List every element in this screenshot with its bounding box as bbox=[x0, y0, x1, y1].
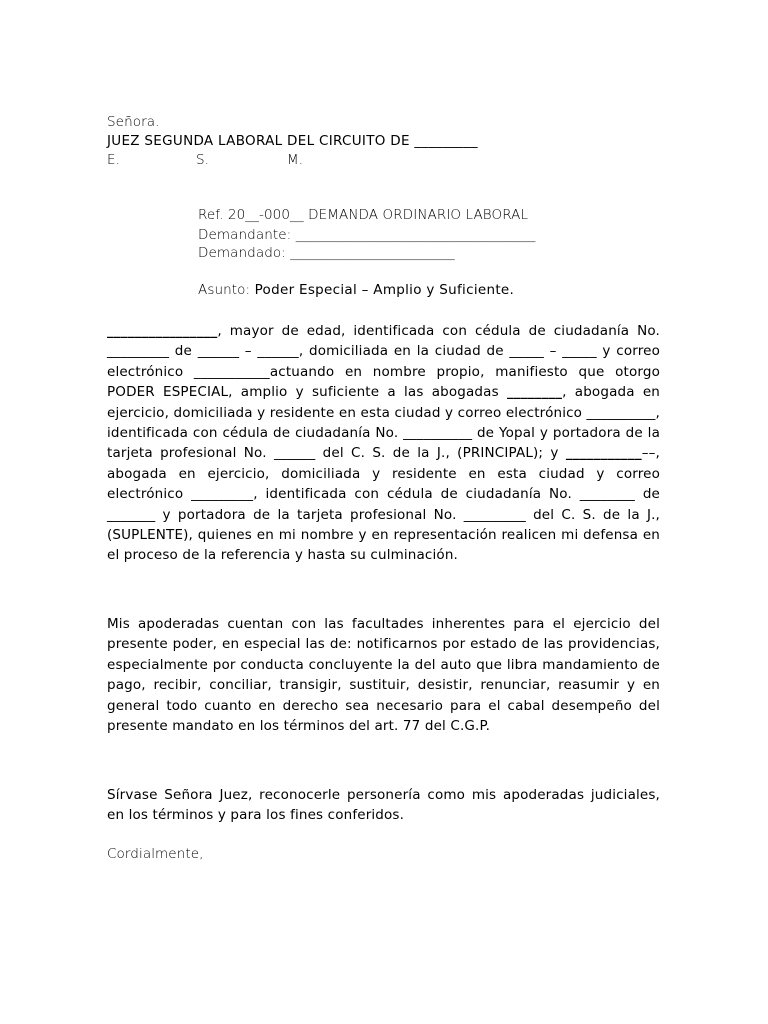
attorney-1-name-blank: ________ bbox=[506, 384, 563, 401]
paragraph-1-text-a: , mayor de edad, identificada con cédula de ciudadanía No. _________ de ______ – ______, domiciliada en la ciudad de _____ – _____ y correo electrónico ___________actuando en nombre propio, manifiesto que otorgo PODER ESPECIAL, amplio y suficiente a las abogadas bbox=[107, 323, 660, 401]
paragraph-2-text: Mis apoderadas cuentan con las facultades inherentes para el ejercicio del presente poder, en especial las de: notificarnos por estado de las providencias, especialmente por conducta concluyente la del auto que libra mandamiento de pago, recibir, conciliar, transigir, sustituir, desistir, renunciar, reasumir y en general todo cuanto en derecho sea necesario para el cabal desempeño del presente mandato en los términos del art. 77 del C.G.P. bbox=[107, 616, 660, 735]
paragraph-1-text-b: , abogada en ejercicio, domiciliada y residente en esta ciudad y correo electrónico __________, identificada con cédula de ciudadanía No. __________ de Yopal y portadora de la tarjeta profesional No. ______ del C. S. de la J., (PRINCIPAL); y bbox=[107, 384, 660, 462]
esm-e: E. bbox=[107, 152, 121, 168]
demandado-line: Demandado: ________________________ bbox=[198, 245, 455, 261]
body-paragraph-2 bbox=[107, 614, 660, 736]
asunto-line bbox=[198, 281, 514, 299]
body-paragraph-3 bbox=[107, 785, 660, 826]
salutation: Señora. bbox=[107, 114, 160, 130]
demandante-line: Demandante: ___________________________________ bbox=[198, 227, 536, 243]
esm-s: S. bbox=[196, 152, 210, 168]
paragraph-3-text: Sírvase Señora Juez, reconocerle personería como mis apoderadas judiciales, en los términos y para los fines conferidos. bbox=[107, 787, 660, 824]
addressee: JUEZ SEGUNDA LABORAL DEL CIRCUITO DE _________ bbox=[107, 133, 478, 149]
reference-line: Ref. 20__-000__ DEMANDA ORDINARIO LABORAL bbox=[198, 207, 529, 223]
esm-m: M. bbox=[287, 152, 304, 168]
closing: Cordialmente, bbox=[107, 846, 204, 862]
body-paragraph-1 bbox=[107, 321, 660, 566]
attorney-2-name-blank: ___________ bbox=[565, 445, 642, 462]
asunto-label: Asunto: bbox=[198, 282, 255, 298]
grantor-name-blank: ________________ bbox=[107, 323, 218, 339]
asunto-value: Poder Especial – Amplio y Suficiente. bbox=[254, 282, 515, 298]
paragraph-1-text-c: ––, abogada en ejercicio, domiciliada y residente en esta ciudad y correo electrónico _________, identificada con cédula de ciudadanía No. ________ de _______ y portadora de la tarjeta profesional No. _________ del C. S. de la J., (SUPLENTE), quienes en mi nombre y en representación realicen mi defensa en el proceso de la referencia y hasta su culminación. bbox=[107, 445, 660, 564]
